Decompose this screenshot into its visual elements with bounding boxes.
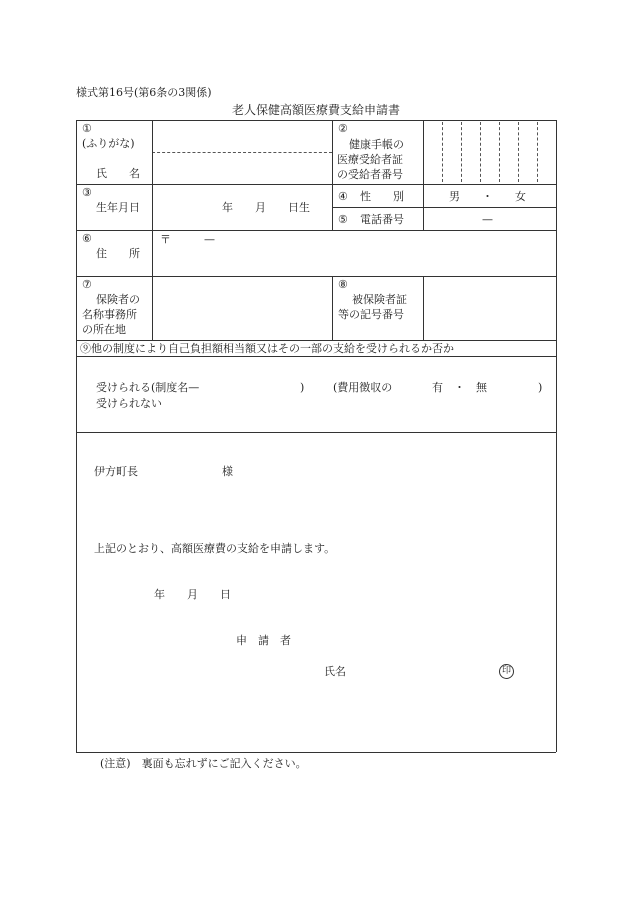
seal-mark: 印 [499, 664, 514, 679]
fee-collection-options[interactable]: 有 ・ 無 [432, 381, 487, 394]
insured-label-line2: 等の記号番号 [338, 308, 404, 321]
birth-date-field[interactable]: 年 月 日生 [222, 201, 310, 214]
phone-field[interactable]: — [482, 213, 493, 226]
row2-number: ③ [82, 186, 92, 199]
row4-number-2: ⑧ [338, 278, 348, 291]
applicant-name-label: 氏名 [324, 665, 346, 678]
applicant-name-field[interactable] [350, 662, 495, 680]
cert-label-line1: 健康手帳の [349, 138, 404, 151]
insurer-label-line2: 名称事務所 [82, 308, 137, 321]
insured-number-field[interactable] [424, 277, 555, 339]
system-name-field[interactable] [224, 380, 296, 395]
footer-note: (注意) 裏面も忘れずにご記入ください。 [100, 757, 307, 770]
cert-label-line2: 医療受給者証 [337, 153, 403, 166]
insurer-label-line1: 保険者の [96, 293, 140, 306]
other-system-question: ⑨他の制度により自己負担額相当額又はその一部の支給を受けられるか否か [80, 342, 454, 355]
addressee-honorific: 様 [222, 465, 233, 478]
address-label: 住 所 [96, 247, 140, 260]
application-statement: 上記のとおり、高額医療費の支給を申請します。 [94, 542, 336, 555]
row1-number-2: ② [338, 122, 348, 135]
birth-label: 生年月日 [96, 201, 140, 214]
name-field[interactable] [153, 153, 331, 183]
postal-code-field[interactable]: 〒 — [160, 233, 215, 246]
fee-collection-label: (費用徴収の [333, 381, 393, 394]
insurer-field[interactable] [153, 277, 331, 339]
address-field[interactable] [153, 248, 555, 275]
receipt-number-field[interactable] [424, 121, 555, 183]
row1-number: ① [82, 122, 92, 135]
furigana-field[interactable] [153, 121, 331, 151]
phone-number-label-num: ⑤ [338, 213, 348, 226]
application-date-field[interactable]: 年 月 日 [154, 588, 231, 601]
system-name-close-paren: ) [300, 381, 305, 394]
fee-collection-close-paren: ) [538, 381, 543, 394]
row4-number: ⑦ [82, 278, 92, 291]
insurer-label-line3: の所在地 [82, 323, 126, 336]
gender-number: ④ [338, 190, 348, 203]
insured-label-line1: 被保険者証 [352, 293, 407, 306]
form-number: 様式第16号(第6条の3関係) [76, 86, 212, 99]
option-receivable[interactable]: 受けられる(制度名— [96, 381, 200, 394]
furigana-label: (ふりがな) [82, 137, 135, 150]
phone-label: 電話番号 [360, 213, 404, 226]
name-label: 氏 名 [96, 167, 140, 180]
applicant-label: 申 請 者 [236, 634, 291, 647]
gender-label: 性 別 [360, 190, 404, 203]
gender-options[interactable]: 男 ・ 女 [449, 190, 526, 203]
form-title: 老人保健高額医療費支給申請書 [231, 103, 400, 117]
cert-label-line3: の受給者番号 [337, 168, 403, 181]
option-not-receivable[interactable]: 受けられない [96, 397, 162, 410]
addressee: 伊方町長 [94, 465, 138, 478]
row3-number: ⑥ [82, 232, 92, 245]
